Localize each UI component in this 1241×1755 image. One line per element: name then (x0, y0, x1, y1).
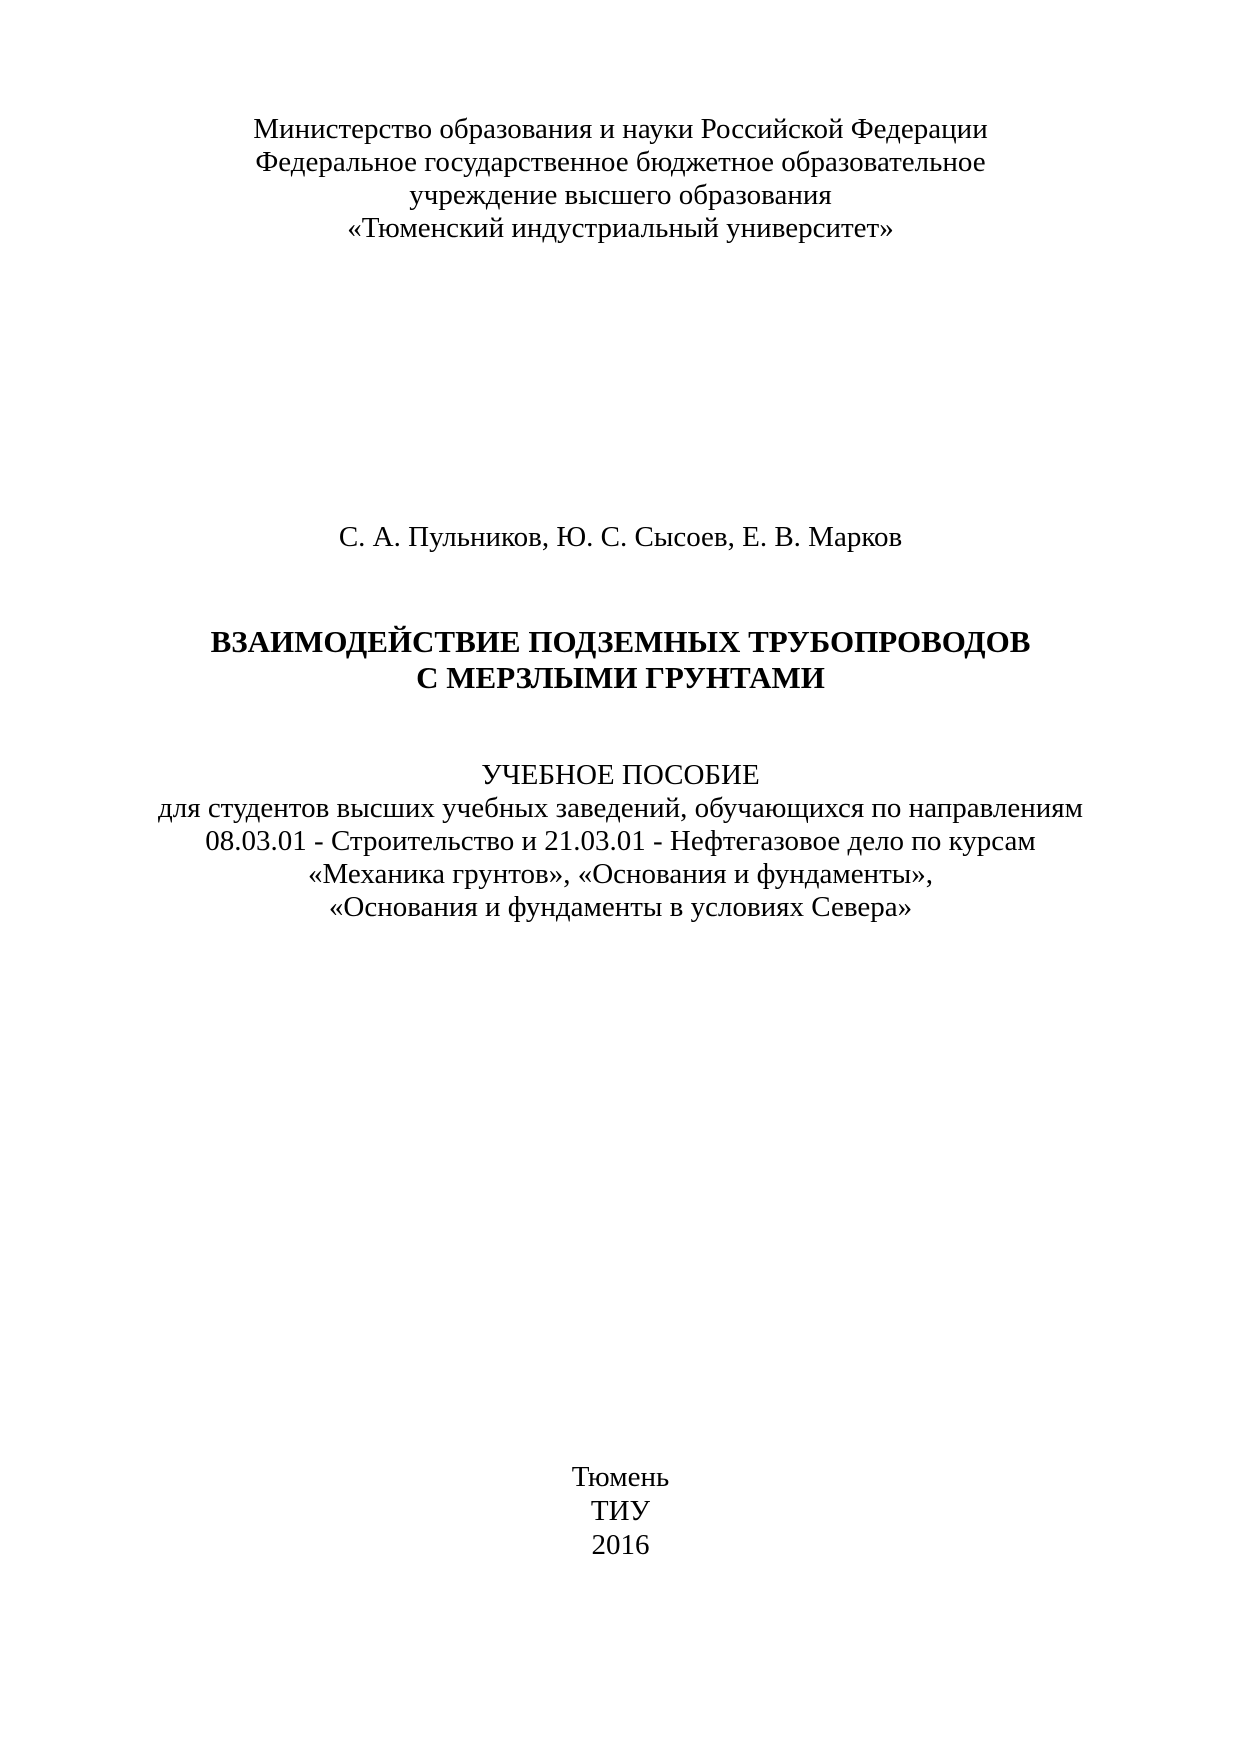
book-description (0, 759, 1241, 924)
imprint-city: Тюмень (571, 1461, 670, 1493)
book-title-line-1: ВЗАИМОДЕЙСТВИЕ ПОДЗЕМНЫХ ТРУБОПРОВОДОВ (210, 624, 1031, 659)
imprint (0, 1460, 1241, 1562)
courses-line-2: «Основания и фундаменты в условиях Севера» (328, 891, 913, 923)
publication-type: УЧЕБНОЕ ПОСОБИЕ (481, 759, 760, 791)
audience-line: для студентов высших учебных заведений, обучающихся по направлениям (158, 792, 1083, 824)
book-title (0, 624, 1241, 696)
book-title-line-2: С МЕРЗЛЫМИ ГРУНТАМИ (416, 660, 825, 695)
institution-type-line: Федеральное государственное бюджетное образовательное (255, 146, 986, 178)
authors (0, 521, 1241, 554)
courses-line-1: «Механика грунтов», «Основания и фундаменты», (308, 858, 933, 890)
university-name-line: «Тюменский индустриальный университет» (347, 212, 894, 244)
institution-header (0, 113, 1241, 245)
imprint-publisher: ТИУ (590, 1495, 651, 1527)
ministry-line: Министерство образования и науки Российской Федерации (253, 113, 988, 145)
imprint-year: 2016 (591, 1529, 650, 1561)
institution-level-line: учреждение высшего образования (409, 179, 832, 211)
authors-line: С. А. Пульников, Ю. С. Сысоев, Е. В. Марков (338, 521, 903, 553)
directions-line: 08.03.01 - Строительство и 21.03.01 - Нефтегазовое дело по курсам (205, 825, 1036, 857)
